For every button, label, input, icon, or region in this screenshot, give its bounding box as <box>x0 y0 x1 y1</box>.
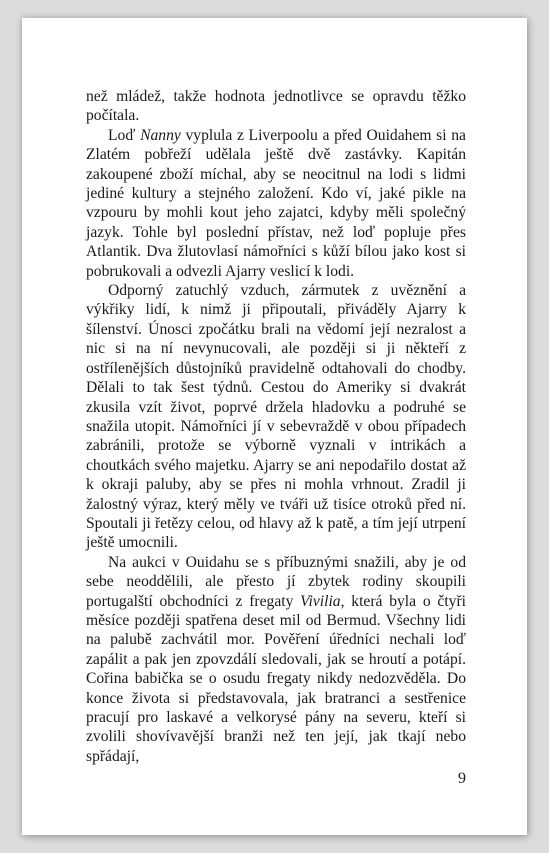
paragraph-4-text-a: Na aukci v Ouidahu se s příbuznými snažili, aby je od sebe neoddělili, ale přesto jí zbytek rodiny skoupili portugalští obchodníci z fregaty <box>86 553 466 610</box>
body-text <box>86 87 466 766</box>
paragraph-2-text-b: vyplula z Liverpoolu a před Ouidahem si na Zlatém pobřeží udělala ještě dvě zastávky. Kapitán zakoupené zboží míchal, aby se neocitnul na lodi s lidmi jediné kultury a stejného založení. Kdo ví, jaké pikle na vzpouru by mohli kout jeho zajatci, kdyby měli společný jazyk. Tohle byl poslední přístav, než loď popluje přes Atlantik. Dva žlutovlasí námořníci s kůží bílou jako kost si pobrukovali a odvezli Ajarry veslicí k lodi. <box>86 126 466 280</box>
paragraph-3 <box>86 281 466 553</box>
paragraph-2 <box>86 126 466 281</box>
paragraph-1 <box>86 87 466 126</box>
paragraph-4-text-b: , která byla o čtyři měsíce později spatřena deset mil od Bermud. Všechny lidi na palubě zachvátil mor. Pověření úředníci nechali loď zapálit a pak jen zpovzdálí sledovali, jak se hroutí a potápí. Cořina babička se o osudu fregaty nikdy nedozvěděla. Do konce života si představovala, jak bratranci a sestřenice pracují pro laskavé a velkorysé pány na severu, kteří si zvolili shovívavější branži než ten její, jak tkají nebo spřádají, <box>86 592 466 765</box>
ship-name-vivilia: Vivilia <box>300 592 341 610</box>
book-page <box>22 18 527 835</box>
paragraph-1-text: než mládež, takže hodnota jednotlivce se opravdu těžko počítala. <box>86 88 466 125</box>
paragraph-3-text: Odporný zatuchlý vzduch, zármutek z uvěznění a výkřiky lidí, k nimž ji připoutali, přiváděly Ajarry k šílenství. Únosci zpočátku brali na vědomí její nezralost a nic si na ní nevynucovali, ale později si ji někteří z ostřílenějších důstojníků pravidelně odtahovali do chodby. Dělali to tak šest týdnů. Cestou do Ameriky si dvakrát zkusila vzít život, poprvé držela hladovku a podruhé se snažila utopit. Námořníci jí v sebevraždě v obou případech zabránili, protože se výborně vyznali v intrikách a choutkách svého majetku. Ajarry se ani nepodařilo dostat až k okraji paluby, aby se přes ni mohla vrhnout. Zradil ji žalostný výraz, který měly ve tváři už tisíce otroků před ní. Spoutali ji řetězy celou, od hlavy až k patě, a tím její utrpení ještě umocnili. <box>86 282 466 552</box>
page-number: 9 <box>458 770 466 787</box>
paragraph-2-text-a: Loď <box>108 126 141 144</box>
paragraph-4 <box>86 553 466 766</box>
ship-name-nanny: Nanny <box>140 126 181 144</box>
